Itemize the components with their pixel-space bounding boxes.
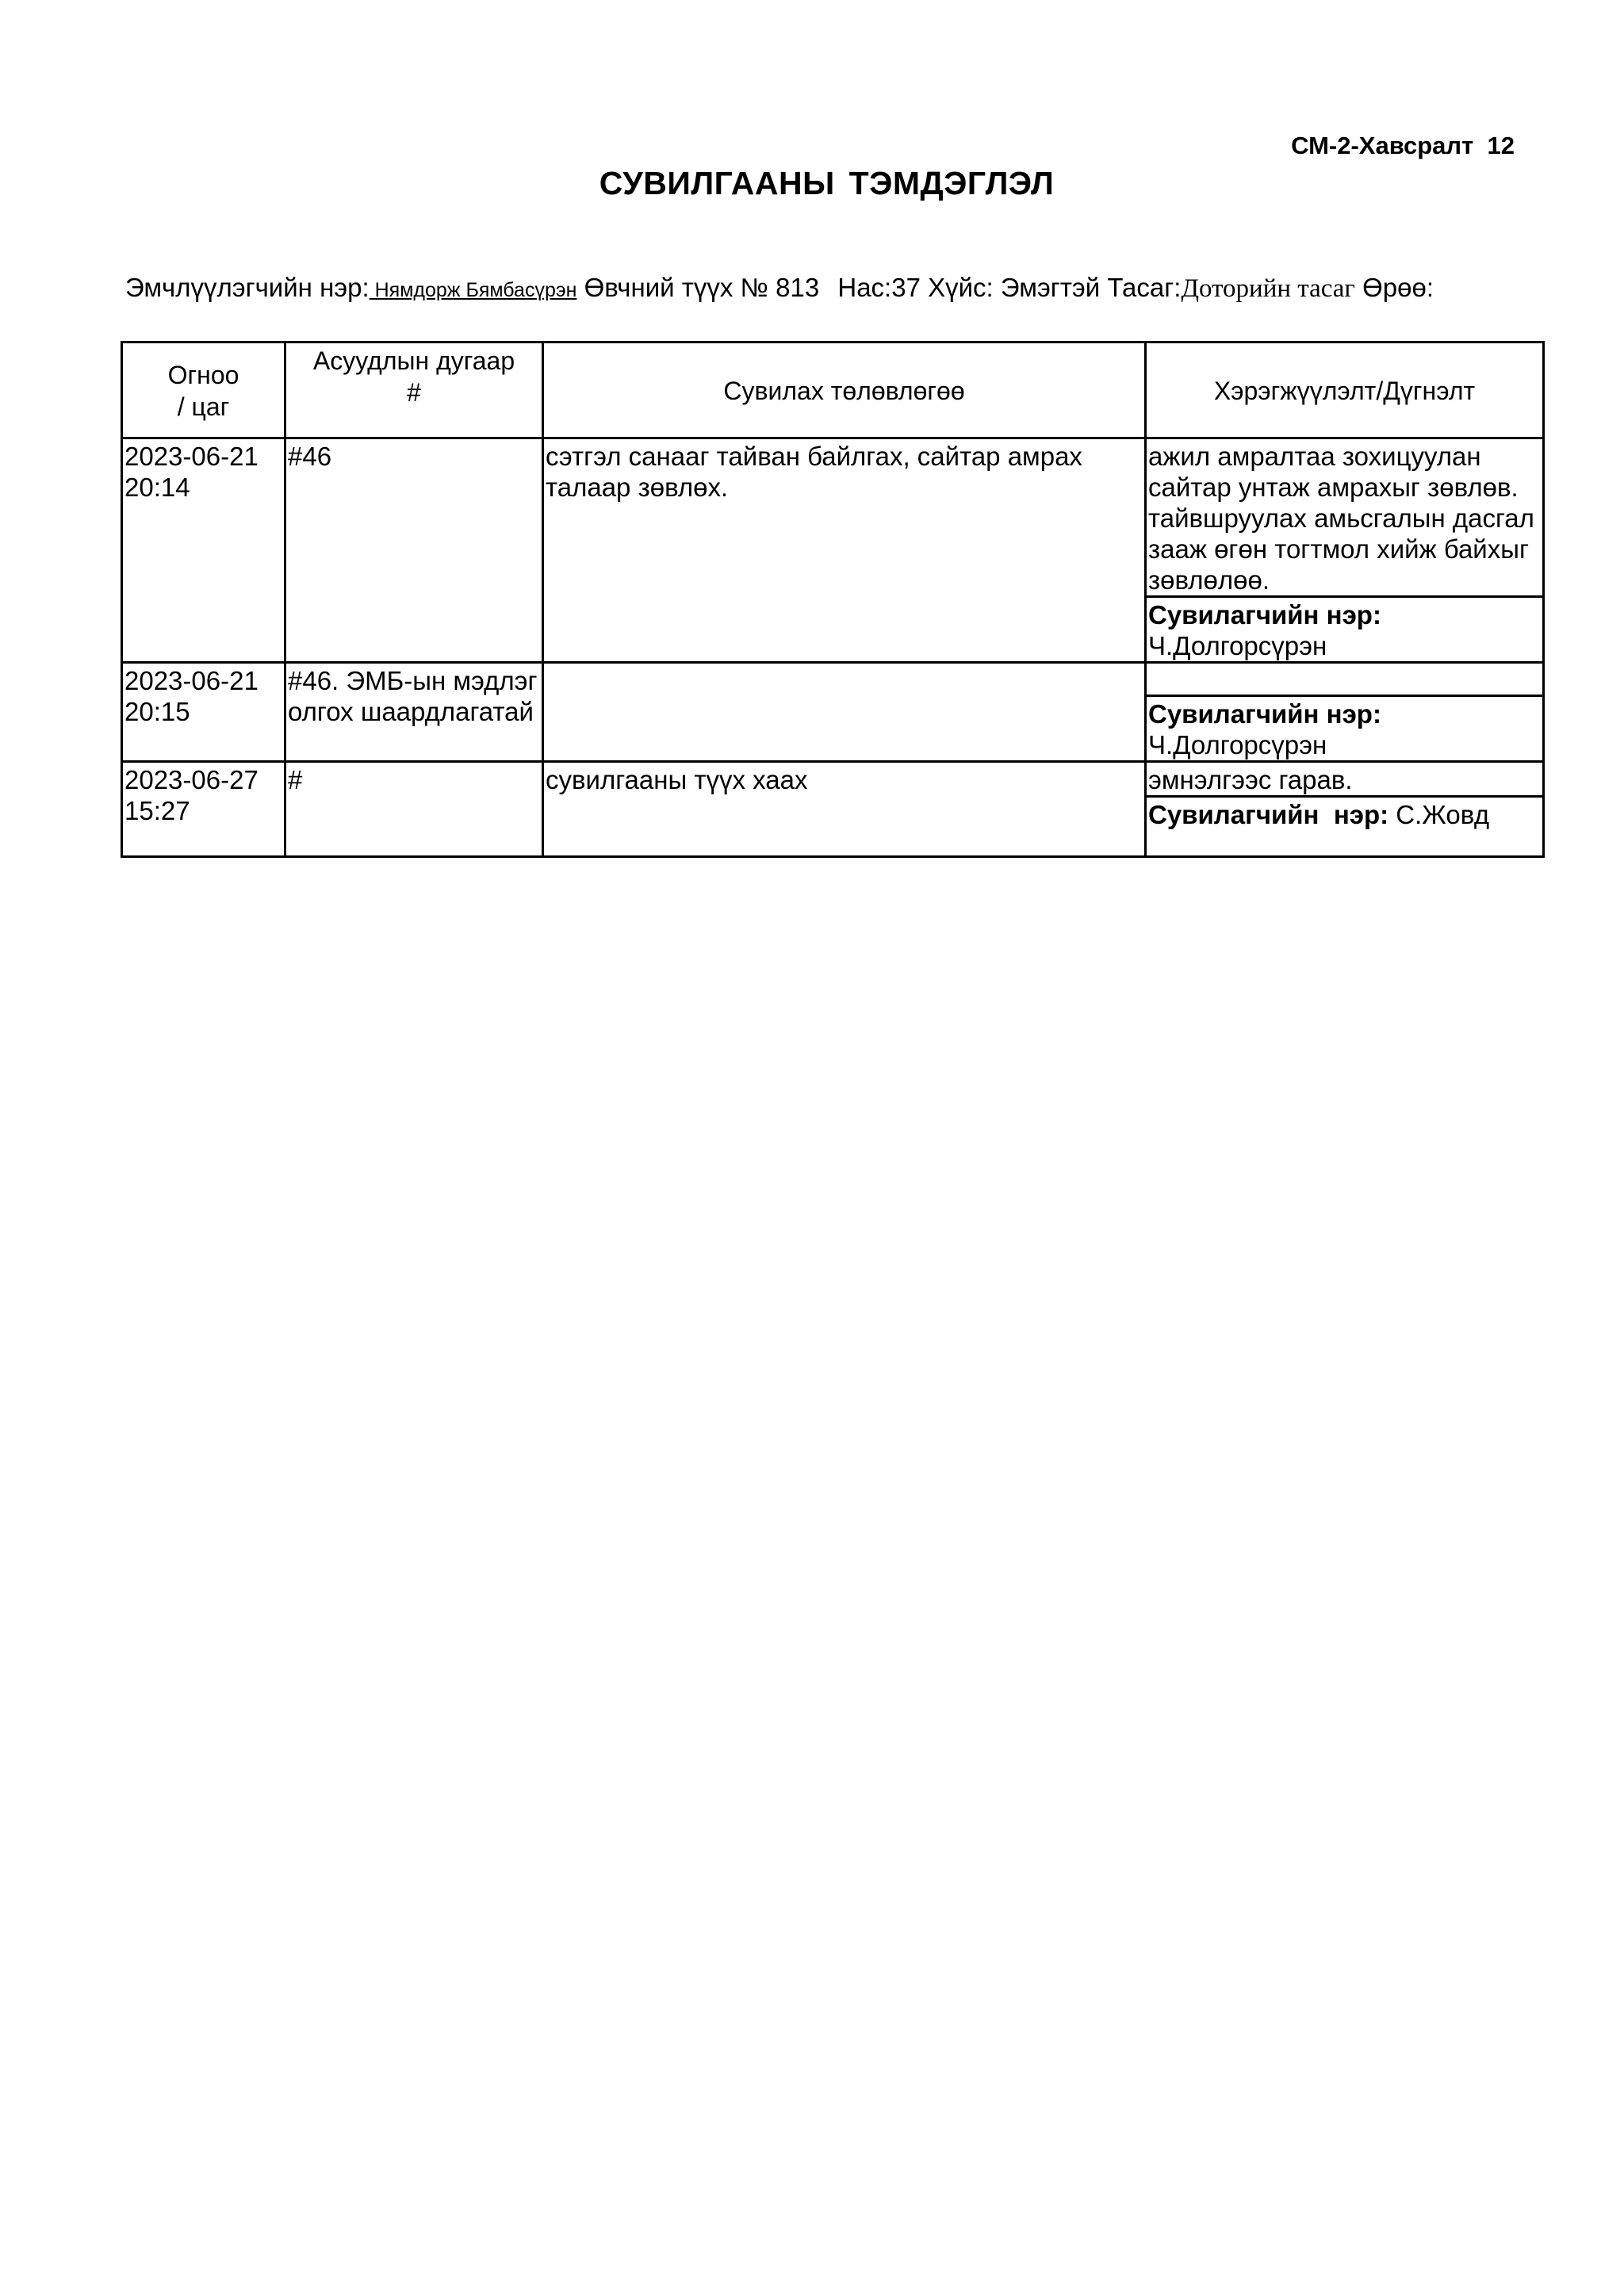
row-nurse-cell	[1146, 797, 1544, 857]
row-plan: сувилгааны түүх хаах	[543, 762, 1146, 857]
header-problem	[285, 342, 543, 438]
table-row	[122, 438, 1544, 597]
row-date: 2023-06-21	[124, 666, 259, 695]
row-result: ажил амралтаа зохицуулан сайтар унтаж амрахыг зөвлөв. тайвшруулах амьсгалын дасгал зааж өгөн тогтмол хийж байхыг зөвлөлөө.	[1146, 438, 1544, 597]
row-problem: #46. ЭМБ-ын мэдлэг олгох шаардлагатай	[285, 663, 543, 762]
row-date-cell	[122, 762, 285, 857]
table-row	[122, 663, 1544, 696]
row-date-cell	[122, 663, 285, 762]
history-label: Өвчний түүх №	[584, 273, 768, 302]
row-date: 2023-06-27	[124, 765, 259, 794]
row-plan	[543, 663, 1146, 762]
nursing-records-table	[121, 341, 1545, 858]
gender-value: Эмэгтэй	[1000, 273, 1101, 302]
table-row	[122, 762, 1544, 797]
nurse-label: Сувилагчийн нэр:	[1148, 699, 1381, 729]
table-header-row	[122, 342, 1544, 438]
patient-name-value: Нямдорж Бямбасүрэн	[369, 279, 577, 301]
row-nurse-cell	[1146, 696, 1544, 762]
document-title: СУВИЛГААНЫ ТЭМДЭГЛЭЛ	[599, 165, 1055, 201]
row-result: эмнэлгээс гарав.	[1146, 762, 1544, 797]
header-date-line2: / цаг	[177, 392, 230, 421]
header-result: Хэрэгжүүлэлт/Дүгнэлт	[1146, 342, 1544, 438]
header-problem-line2: #	[407, 378, 421, 407]
gender-label: Хүйс:	[928, 273, 994, 302]
header-date-line1: Огноо	[167, 361, 239, 389]
nurse-label: Сувилагчийн нэр:	[1148, 600, 1381, 629]
department-label: Тасаг:	[1107, 273, 1182, 302]
row-plan: сэтгэл санааг тайван байлгах, сайтар амрах талаар зөвлөх.	[543, 438, 1146, 663]
form-code: СМ-2-Хавсралт 12	[1291, 132, 1515, 159]
room-label: Өрөө:	[1362, 273, 1434, 302]
nurse-name: С.Жовд	[1396, 800, 1490, 829]
row-problem: #	[285, 762, 543, 857]
patient-info-line	[125, 273, 1434, 304]
department-value: Доторийн тасаг	[1181, 274, 1355, 303]
nurse-name: Ч.Долгорсүрэн	[1148, 631, 1327, 660]
row-time: 20:15	[124, 697, 190, 726]
row-date-cell	[122, 438, 285, 663]
nurse-label: Сувилагчийн нэр:	[1148, 800, 1389, 829]
row-time: 15:27	[124, 796, 190, 825]
history-value: 813	[776, 273, 820, 302]
age-value: 37	[891, 273, 921, 302]
header-plan: Сувилах төлөвлөгөө	[543, 342, 1146, 438]
header-date	[122, 342, 285, 438]
row-date: 2023-06-21	[124, 442, 259, 471]
row-time: 20:14	[124, 473, 190, 502]
header-problem-line1: Асуудлын дугаар	[312, 346, 515, 375]
row-problem: #46	[285, 438, 543, 663]
nurse-name: Ч.Долгорсүрэн	[1148, 730, 1327, 760]
patient-name-label: Эмчлүүлэгчийн нэр:	[125, 273, 370, 302]
age-label: Нас:	[837, 273, 892, 302]
row-nurse-cell	[1146, 597, 1544, 663]
row-result	[1146, 663, 1544, 696]
